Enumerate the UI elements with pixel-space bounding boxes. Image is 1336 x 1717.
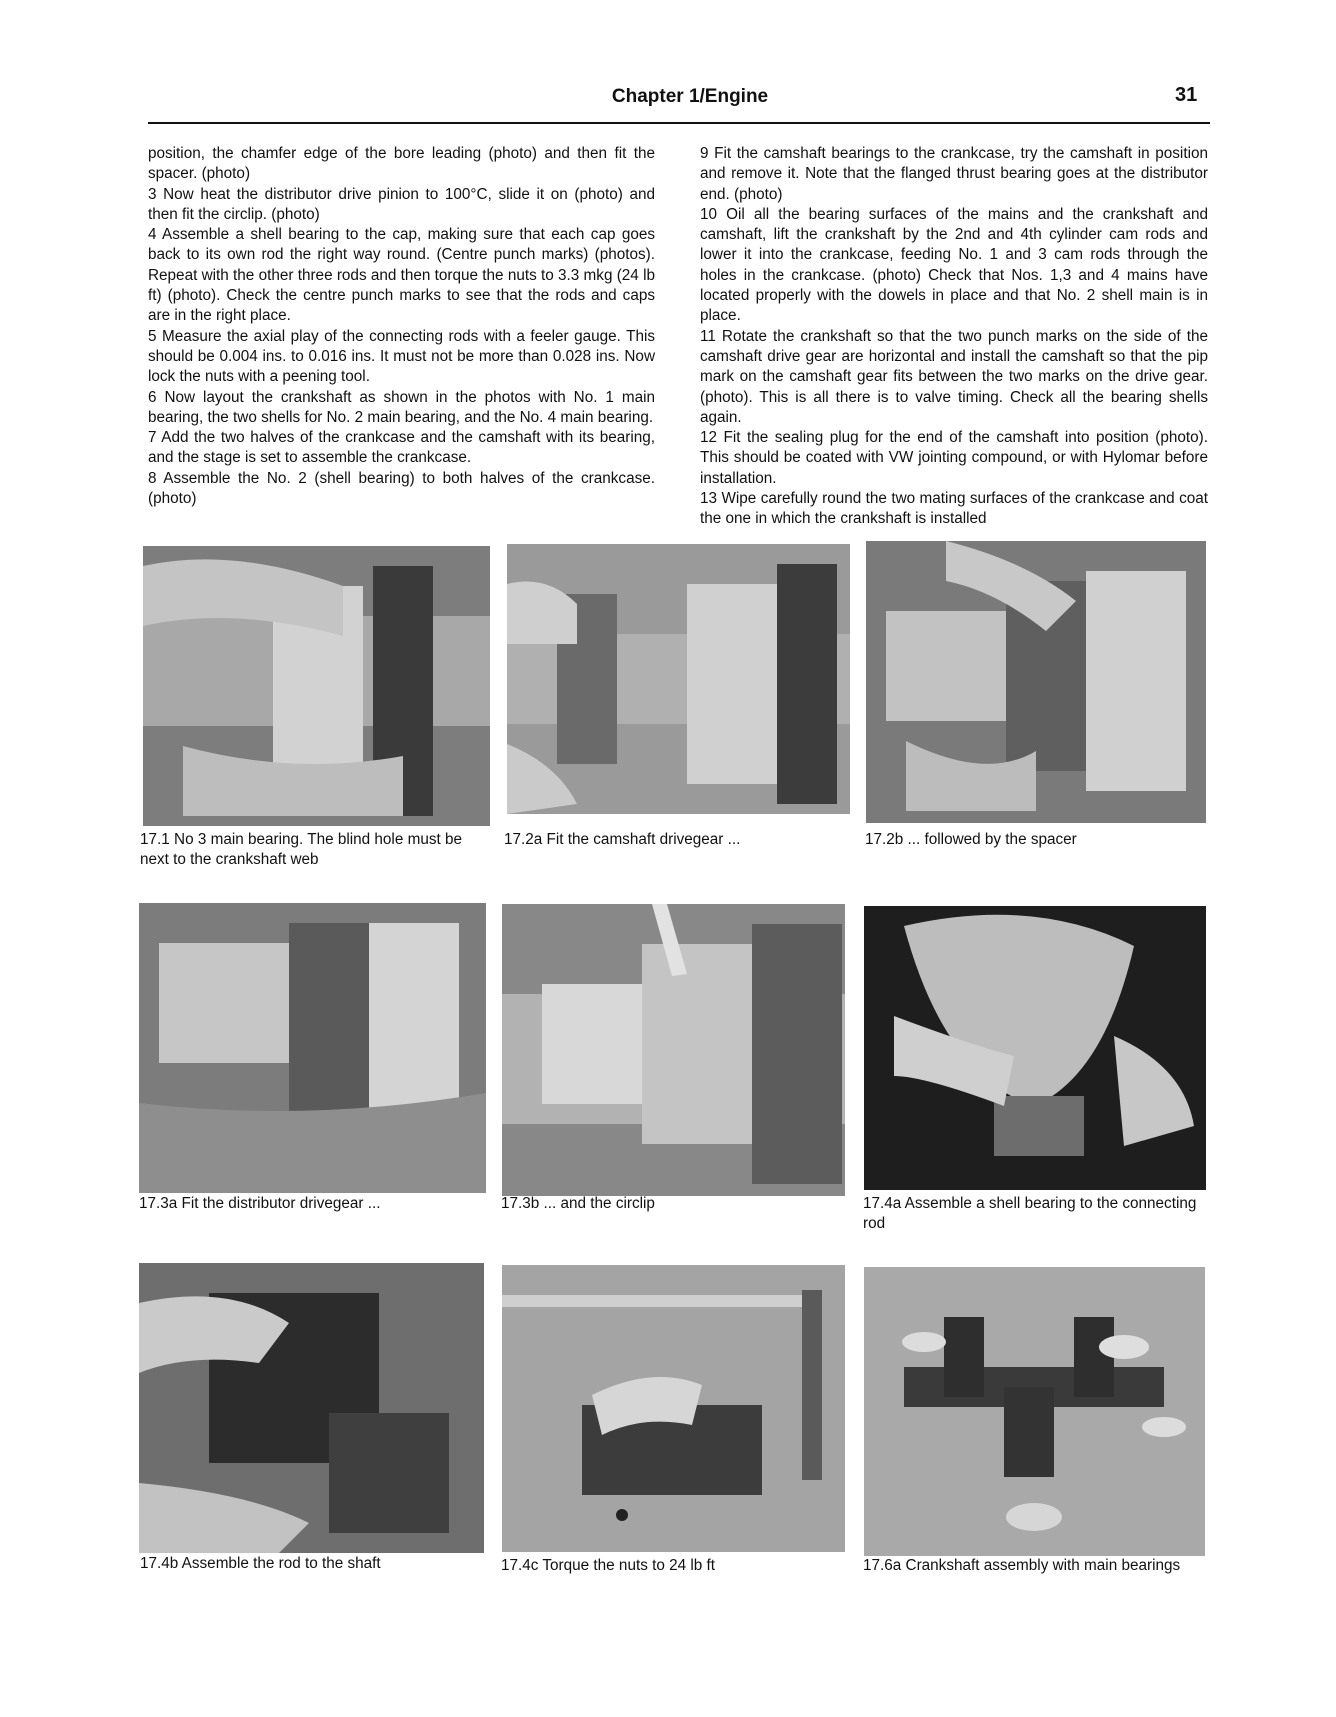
photo-caption: 17.2b ... followed by the spacer <box>865 831 1077 848</box>
photo-17-4b <box>139 1263 484 1553</box>
photo-17-3b <box>502 904 845 1196</box>
photo-17-4c <box>502 1265 845 1552</box>
paragraph: 13 Wipe carefully round the two mating surfaces of the crankcase and coat the one in which the crankshaft is installed <box>700 490 1208 528</box>
paragraph: 7 Add the two halves of the crankcase and the camshaft with its bearing, and the stage is set to assemble the crankcase. <box>148 429 655 467</box>
paragraph: 6 Now layout the crankshaft as shown in the photos with No. 1 main bearing, the two shells for No. 2 main bearing, and the No. 4 main bearing. <box>148 388 655 426</box>
photo-caption: 17.4a Assemble a shell bearing to the connecting rod <box>863 1195 1197 1232</box>
photo-17-4a <box>864 906 1206 1190</box>
photo-caption: 17.1 No 3 main bearing. The blind hole must be next to the crankshaft web <box>140 831 463 868</box>
photo-caption: 17.2a Fit the camshaft drivegear ... <box>504 831 741 848</box>
paragraph: position, the chamfer edge of the bore leading (photo) and then fit the spacer. (photo) <box>148 145 655 183</box>
right-text-column <box>700 144 1208 530</box>
photo-17-2b <box>866 541 1206 823</box>
photo-caption: 17.3b ... and the circlip <box>501 1195 655 1212</box>
paragraph: 5 Measure the axial play of the connecting rods with a feeler gauge. This should be 0.004 ins. to 0.016 ins. It must not be more than 0.028 ins. Now lock the nuts with a peening tool. <box>148 327 655 386</box>
photo-17-6a <box>864 1267 1205 1556</box>
photo-17-1 <box>143 546 490 826</box>
photo-caption: 17.4c Torque the nuts to 24 lb ft <box>501 1557 716 1574</box>
photo-caption: 17.4b Assemble the rod to the shaft <box>140 1555 381 1572</box>
left-text-column <box>148 144 655 509</box>
paragraph: 8 Assemble the No. 2 (shell bearing) to both halves of the crankcase. (photo) <box>148 469 655 508</box>
paragraph: 9 Fit the camshaft bearings to the crankcase, try the camshaft in position and remove it. Note that the flanged thrust bearing goes at the distributor end. (photo) <box>700 145 1208 203</box>
paragraph: 3 Now heat the distributor drive pinion to 100°C, slide it on (photo) and then fit the circlip. (photo) <box>148 185 655 223</box>
paragraph: 11 Rotate the crankshaft so that the two punch marks on the side of the camshaft drive gear are horizontal and install the camshaft so that the pip mark on the camshaft gear fits between the two marks on the drive gear. (photo). This is all there is to valve timing. Check all the bearing shells again. <box>700 327 1208 426</box>
page-header-title: Chapter 1/Engine <box>611 86 769 107</box>
header-rule <box>148 122 1210 124</box>
page-number: 31 <box>1175 84 1198 106</box>
paragraph: 12 Fit the sealing plug for the end of the camshaft into position (photo). This should be coated with VW jointing compound, or with Hylomar before installation. <box>700 429 1208 487</box>
paragraph: 10 Oil all the bearing surfaces of the mains and the crankshaft and camshaft, lift the crankshaft by the 2nd and 4th cylinder cam rods and lower it into the crankcase, feeding No. 1 and 3 cam rods through the holes in the crankcase. (photo) Check that Nos. 1,3 and 4 mains have located properly with the dowels in place and that No. 2 shell main is in place. <box>700 205 1208 325</box>
paragraph: 4 Assemble a shell bearing to the cap, making sure that each cap goes back to its own rod the right way round. (Centre punch marks) (photos). Repeat with the other three rods and then torque the nuts to 3.3 mkg (24 lb ft) (photo). Check the centre punch marks to see that the rods and caps are in the right place. <box>148 226 655 325</box>
photo-17-2a <box>507 544 850 814</box>
photo-caption: 17.3a Fit the distributor drivegear ... <box>139 1195 381 1212</box>
photo-17-3a <box>139 903 486 1193</box>
photo-caption: 17.6a Crankshaft assembly with main bearings <box>863 1557 1181 1574</box>
